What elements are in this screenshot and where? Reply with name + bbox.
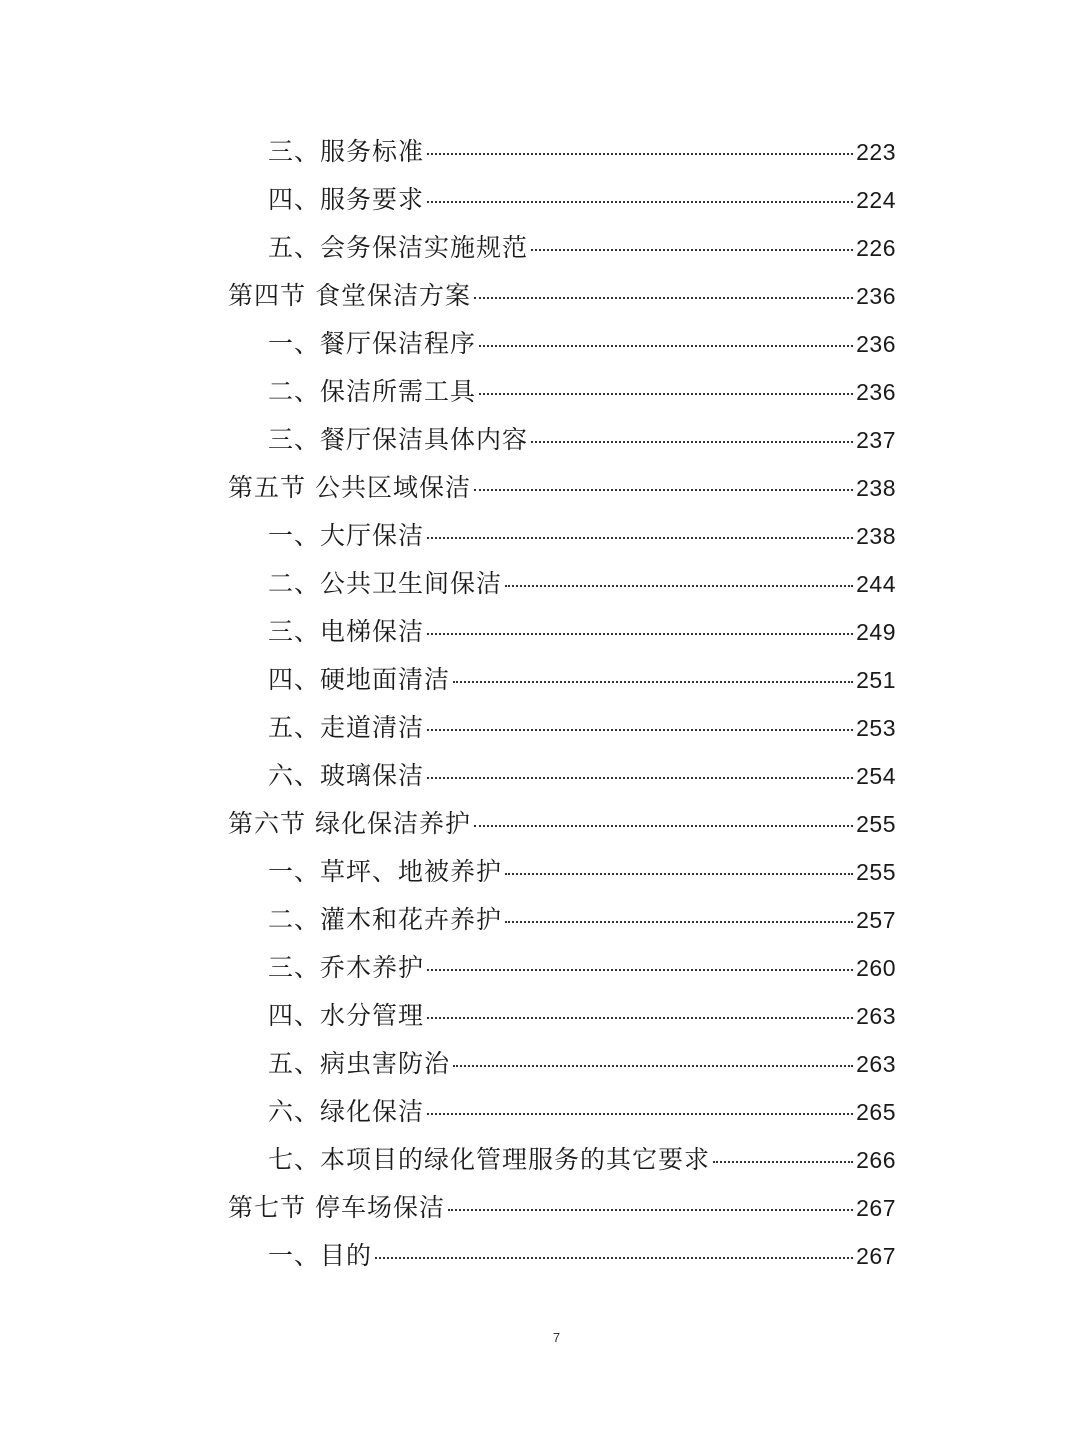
toc-entry-title: 三、服务标准 [268, 137, 425, 166]
toc-dot-leader [427, 969, 853, 971]
toc-entry-page-number: 265 [856, 1099, 896, 1125]
toc-entry-title: 二、灌木和花卉养护 [268, 905, 503, 934]
toc-dot-leader [505, 873, 853, 875]
toc-subsection-entry[interactable] [228, 416, 896, 464]
toc-entry-page-number: 255 [856, 859, 896, 885]
toc-entry-page-number: 224 [856, 187, 896, 213]
toc-entry-page-number: 238 [856, 523, 896, 549]
toc-section-entry[interactable] [228, 464, 896, 512]
toc-entry-page-number: 257 [856, 907, 896, 933]
toc-entry-title: 六、绿化保洁 [268, 1097, 425, 1126]
toc-subsection-entry[interactable] [228, 1232, 896, 1280]
toc-dot-leader [453, 1065, 853, 1067]
toc-subsection-entry[interactable] [228, 176, 896, 224]
toc-entry-page-number: 263 [856, 1003, 896, 1029]
toc-entry-page-number: 249 [856, 619, 896, 645]
toc-entry-title: 五、会务保洁实施规范 [268, 233, 529, 262]
toc-subsection-entry[interactable] [228, 1136, 896, 1184]
toc-entry-title: 六、玻璃保洁 [268, 761, 425, 790]
toc-entry-page-number: 236 [856, 331, 896, 357]
toc-dot-leader [427, 633, 853, 635]
toc-subsection-entry[interactable] [228, 1088, 896, 1136]
toc-entry-page-number: 244 [856, 571, 896, 597]
toc-dot-leader [531, 249, 853, 251]
toc-entry-title: 第六节 绿化保洁养护 [228, 809, 471, 838]
toc-dot-leader [427, 153, 853, 155]
toc-subsection-entry[interactable] [228, 704, 896, 752]
toc-entry-page-number: 253 [856, 715, 896, 741]
toc-entry-page-number: 267 [856, 1243, 896, 1269]
toc-dot-leader [474, 297, 853, 299]
toc-subsection-entry[interactable] [228, 656, 896, 704]
toc-entry-title: 第七节 停车场保洁 [228, 1193, 445, 1222]
toc-dot-leader [479, 393, 853, 395]
toc-entry-title: 四、水分管理 [268, 1001, 425, 1030]
toc-dot-leader [453, 681, 853, 683]
toc-entry-page-number: 226 [856, 235, 896, 261]
toc-entry-title: 二、保洁所需工具 [268, 377, 477, 406]
toc-dot-leader [713, 1161, 853, 1163]
toc-dot-leader [474, 489, 853, 491]
toc-dot-leader [427, 1017, 853, 1019]
toc-dot-leader [427, 729, 853, 731]
toc-entry-page-number: 266 [856, 1147, 896, 1173]
toc-subsection-entry[interactable] [228, 1040, 896, 1088]
toc-entry-title: 五、走道清洁 [268, 713, 425, 742]
toc-entry-title: 一、目的 [268, 1241, 373, 1270]
toc-entry-page-number: 254 [856, 763, 896, 789]
toc-subsection-entry[interactable] [228, 608, 896, 656]
toc-dot-leader [375, 1257, 853, 1259]
toc-dot-leader [531, 441, 853, 443]
toc-subsection-entry[interactable] [228, 896, 896, 944]
toc-entry-page-number: 260 [856, 955, 896, 981]
toc-entry-title: 四、服务要求 [268, 185, 425, 214]
toc-entry-page-number: 238 [856, 475, 896, 501]
toc-dot-leader [427, 201, 853, 203]
toc-subsection-entry[interactable] [228, 128, 896, 176]
toc-subsection-entry[interactable] [228, 512, 896, 560]
toc-dot-leader [479, 345, 853, 347]
toc-section-entry[interactable] [228, 800, 896, 848]
toc-subsection-entry[interactable] [228, 944, 896, 992]
toc-entry-page-number: 255 [856, 811, 896, 837]
toc-subsection-entry[interactable] [228, 320, 896, 368]
toc-subsection-entry[interactable] [228, 848, 896, 896]
toc-entry-title: 第五节 公共区域保洁 [228, 473, 471, 502]
toc-entry-page-number: 251 [856, 667, 896, 693]
toc-entry-title: 三、餐厅保洁具体内容 [268, 425, 529, 454]
toc-entry-title: 四、硬地面清洁 [268, 665, 451, 694]
toc-dot-leader [474, 825, 853, 827]
toc-subsection-entry[interactable] [228, 560, 896, 608]
toc-entry-page-number: 267 [856, 1195, 896, 1221]
toc-entry-page-number: 223 [856, 139, 896, 165]
toc-section-entry[interactable] [228, 1184, 896, 1232]
toc-entry-title: 一、草坪、地被养护 [268, 857, 503, 886]
toc-entry-title: 第四节 食堂保洁方案 [228, 281, 471, 310]
toc-subsection-entry[interactable] [228, 368, 896, 416]
toc-subsection-entry[interactable] [228, 992, 896, 1040]
toc-dot-leader [505, 921, 853, 923]
toc-entry-title: 五、病虫害防治 [268, 1049, 451, 1078]
toc-entry-page-number: 237 [856, 427, 896, 453]
toc-entry-title: 二、公共卫生间保洁 [268, 569, 503, 598]
toc-entry-title: 三、电梯保洁 [268, 617, 425, 646]
toc-dot-leader [427, 1113, 853, 1115]
toc-section-entry[interactable] [228, 272, 896, 320]
table-of-contents [228, 128, 896, 1280]
toc-subsection-entry[interactable] [228, 224, 896, 272]
toc-dot-leader [505, 585, 853, 587]
toc-subsection-entry[interactable] [228, 752, 896, 800]
toc-dot-leader [448, 1209, 853, 1211]
toc-entry-title: 三、乔木养护 [268, 953, 425, 982]
toc-entry-page-number: 236 [856, 379, 896, 405]
toc-entry-page-number: 263 [856, 1051, 896, 1077]
page-number: 7 [552, 1330, 561, 1345]
toc-dot-leader [427, 537, 853, 539]
toc-entry-title: 一、大厅保洁 [268, 521, 425, 550]
toc-entry-page-number: 236 [856, 283, 896, 309]
toc-dot-leader [427, 777, 853, 779]
toc-entry-title: 七、本项目的绿化管理服务的其它要求 [268, 1145, 711, 1174]
toc-entry-title: 一、餐厅保洁程序 [268, 329, 477, 358]
